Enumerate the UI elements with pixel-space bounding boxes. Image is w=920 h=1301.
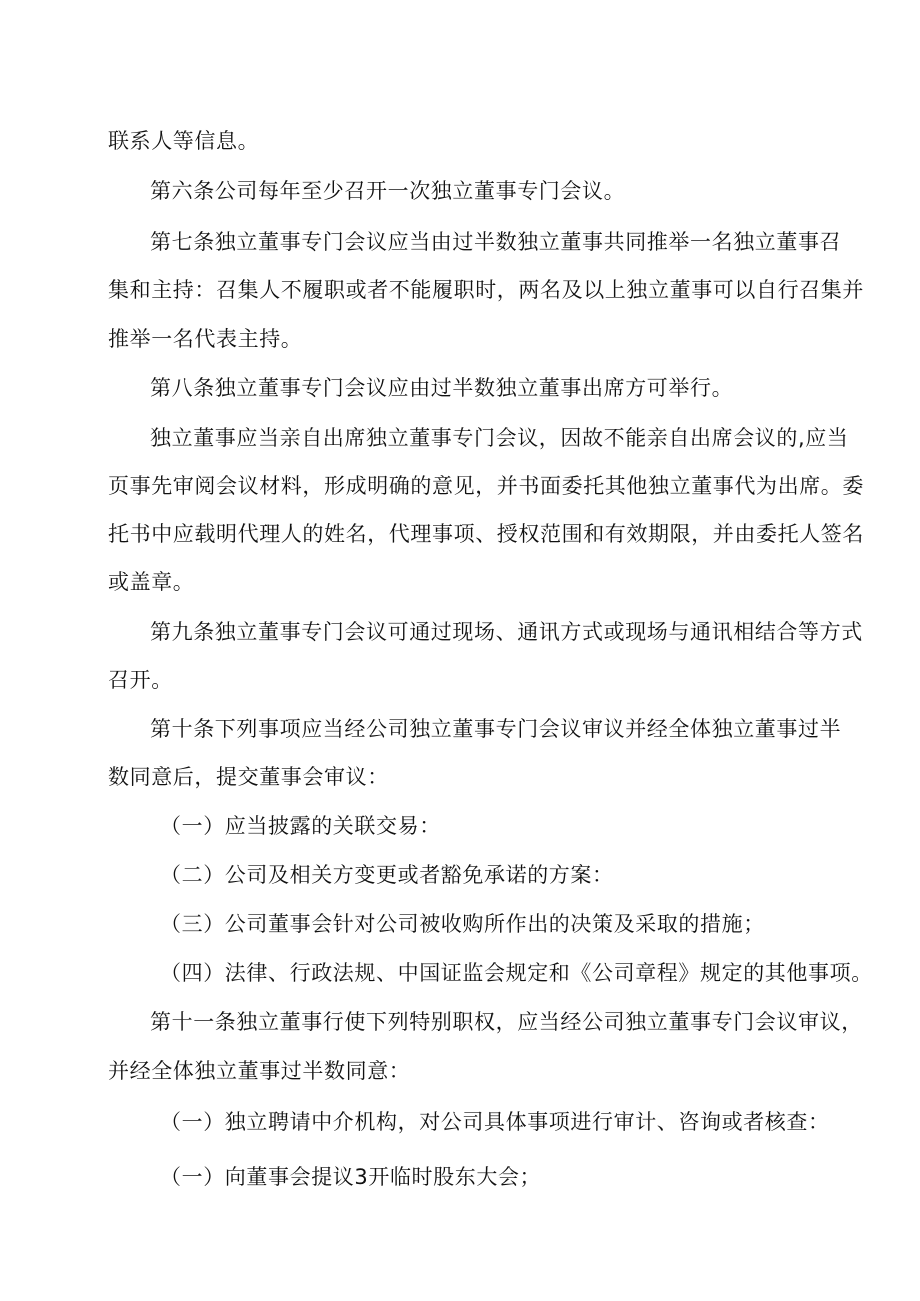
paragraph-line: 并经全体独立董事过半数同意： (108, 1059, 411, 1083)
paragraph-line: 联系人等信息。 (108, 129, 260, 153)
paragraph-line: 第八条独立董事专门会议应由过半数独立董事出席方可举行。 (150, 376, 734, 400)
paragraph-line: 页事先审阅会议材料，形成明确的意见，并书面委托其他独立董事代为出席。委 (108, 474, 864, 498)
paragraph-line: 数同意后，提交董事会审议： (108, 765, 389, 789)
list-item: （一）应当披露的关联交易： (160, 814, 441, 838)
paragraph-line: 第七条独立董事专门会议应当由过半数独立董事共同推举一名独立董事召 (150, 230, 842, 254)
paragraph-line: 第十条下列事项应当经公司独立董事专门会议审议并经全体独立董事过半 (150, 717, 842, 741)
paragraph-line: 或盖章。 (108, 570, 195, 594)
paragraph-line: 推举一名代表主持。 (108, 327, 303, 351)
paragraph-line: 托书中应载明代理人的姓名，代理事项、授权范围和有效期限，并由委托人签名 (108, 522, 864, 546)
list-item: （一）独立聘请中介机构，对公司具体事项进行审计、咨询或者核查： (160, 1110, 830, 1134)
list-item: （四）法律、行政法规、中国证监会规定和《公司章程》规定的其他事项。 (160, 961, 873, 985)
paragraph-line: 第六条公司每年至少召开一次独立董事专门会议。 (150, 179, 626, 203)
paragraph-line: 召开。 (108, 668, 173, 692)
paragraph-line: 集和主持：召集人不履职或者不能履职时，两名及以上独立董事可以自行召集并 (108, 278, 864, 302)
paragraph-line: 第九条独立董事专门会议可通过现场、通讯方式或现场与通讯相结合等方式 (150, 620, 863, 644)
paragraph-line: 第十一条独立董事行使下列特别职权，应当经公司独立董事专门会议审议， (150, 1010, 863, 1034)
paragraph-line: 独立董事应当亲自出席独立董事专门会议，因故不能亲自出席会议的,应当 (150, 426, 849, 450)
list-item: （二）公司及相关方变更或者豁免承诺的方案： (160, 863, 614, 887)
list-item: （三）公司董事会针对公司被收购所作出的决策及采取的措施； (160, 912, 765, 936)
list-item: （一）向董事会提议3开临时股东大会； (160, 1165, 542, 1189)
